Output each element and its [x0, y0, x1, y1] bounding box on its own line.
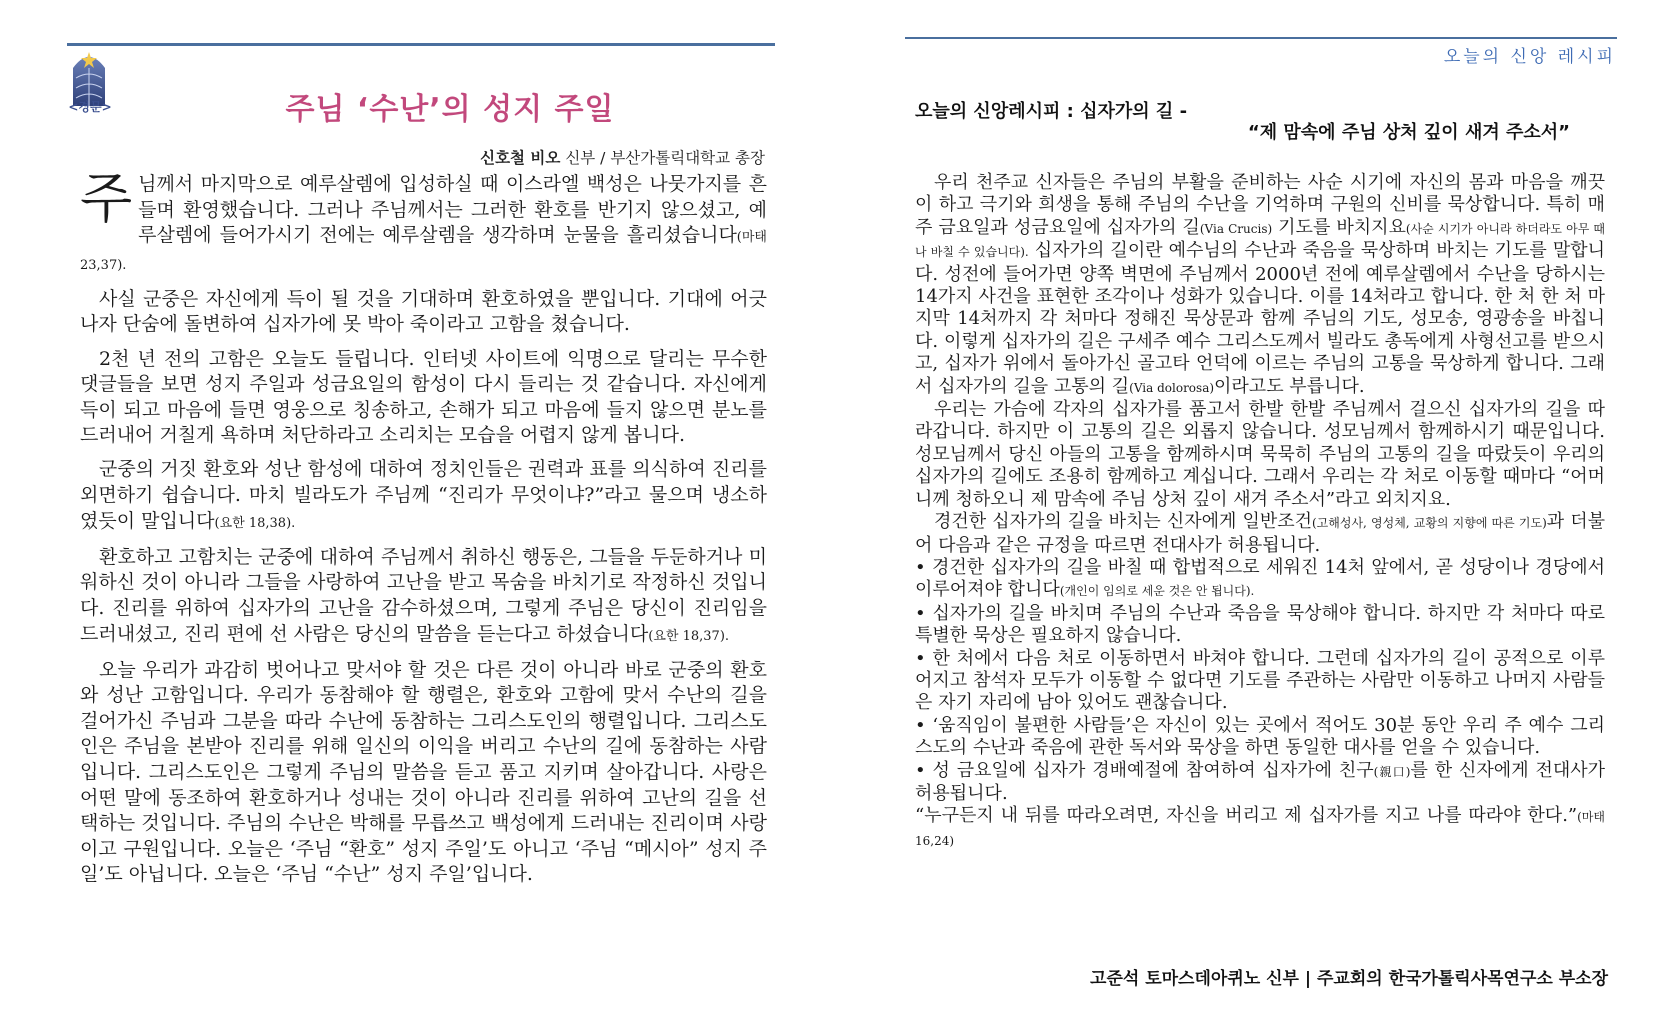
- logo-caption: <경문>: [68, 100, 112, 114]
- scripture-quote: “누구든지 내 뒤를 따라오려면, 자신을 버리고 제 십자가를 지고 나를 따라야 한다.”(마태 16,24): [915, 805, 1605, 848]
- left-article-title: 주님 ‘수난’의 성지 주일: [285, 92, 615, 127]
- left-paragraph-3: 2천 년 전의 고함은 오늘도 들립니다. 인터넷 사이트에 익명으로 달리는 무수한 댓글들을 보면 성지 주일과 성금요일의 함성이 다시 들리는 것 같습니다. 자신에게 득이 되고 마음에 들면 영웅으로 칭송하고, 손해가 되고 마음에 들지 않으면 분노를 드러내어 거칠게 욕하며 처단하라고 소리치는 모습을 어렵지 않게 봅니다.: [80, 347, 767, 447]
- right-paragraph-2: 우리는 가슴에 각자의 십자가를 품고서 한발 한발 주님께서 걸으신 십자가의 길을 따라갑니다. 하지만 이 고통의 길은 외롭지 않습니다. 성모님께서 함께하시기 때문입니다. 성모님께서 당신 아들의 고통을 함께하시며 묵묵히 주님의 고통의 길을 따랐듯이 우리의 십자가의 길에도 조용히 함께하고 계십니다. 그래서 우리는 각 처로 이동할 때마다 “어머니께 청하오니 제 맘속에 주님 상처 깊이 새겨 주소서”라고 외치지요.: [915, 399, 1605, 510]
- left-paragraph-6: 오늘 우리가 과감히 벗어나고 맞서야 할 것은 다른 것이 아니라 바로 군중의 환호와 성난 고함입니다. 우리가 동참해야 할 행렬은, 환호와 고함에 맞서 수난의 길을 걸어가신 주님과 그분을 따라 수난에 동참하는 그리스도인의 행렬입니다. 그리스도인은 주님을 본받아 진리를 위해 일신의 이익을 버리고 수난의 길에 동참하는 사람입니다. 그리스도인은 그렇게 주님의 말씀을 듣고 품고 지키며 살아갑니다. 사랑은 어떤 말에 동조하여 환호하거나 성내는 것이 아니라 진리를 위하여 고난의 길을 선택하는 것입니다. 주님의 수난은 박해를 무릅쓰고 백성에게 드러내는 진리이며 사랑이고 구원입니다. 오늘은 ‘주님 “환호” 성지 주일’도 아니고 ‘주님 “메시아” 성지 주일’도 아닙니다. 오늘은 ‘주님 “수난” 성지 주일’입니다.: [80, 658, 767, 886]
- bullet-item-2: • 십자가의 길을 바치며 주님의 수난과 죽음을 묵상해야 합니다. 하지만 각 처마다 따로 특별한 묵상은 필요하지 않습니다.: [915, 602, 1605, 647]
- author-name: 신호철 비오: [480, 149, 561, 167]
- bullet-item-3: • 한 처에서 다음 처로 이동하면서 바쳐야 합니다. 그런데 십자가의 길이 공적으로 이루어지고 참석자 모두가 이동할 수 없다면 기도를 주관하는 사람만 이동하고 나머지 사람들은 자기 자리에 남아 있어도 괜찮습니다.: [915, 647, 1605, 714]
- left-top-rule: [67, 43, 775, 46]
- left-article-body: [80, 167, 767, 896]
- left-paragraph-5: 환호하고 고함치는 군중에 대하여 주님께서 취하신 행동은, 그들을 두둔하거나 미워하신 것이 아니라 그들을 사랑하여 고난을 받고 목숨을 바치기로 작정하신 것입니다. 진리를 위하여 십자가의 고난을 감수하셨으며, 그렇게 주님은 당신이 진리임을 드러내셨고, 진리 편에 선 사람은 당신의 말씀을 듣는다고 하셨습니다(요한 18,37).: [80, 545, 767, 645]
- left-author-line: [480, 146, 765, 168]
- right-paragraph-1: 우리 천주교 신자들은 주님의 부활을 준비하는 사순 시기에 자신의 몸과 마음을 깨끗이 하고 극기와 희생을 통해 주님의 수난을 기억하며 구원의 신비를 묵상합니다. 특히 매주 금요일과 성금요일에 십자가의 길(Via Crucis) 기도를 바치지요(사순 시기가 아니라 하더라도 아무 때나 바칠 수 있습니다). 십자가의 길이란 예수님의 수난과 죽음을 묵상하며 바치는 기도를 말합니다. 성전에 들어가면 양쪽 벽면에 주님께서 2000년 전에 예루살렘에서 수난을 당하시는 14가지 사건을 표현한 조각이나 성화가 있습니다. 이를 14처라고 합니다. 한 처 한 처 마지막 14처까지 각 처마다 정해진 묵상문과 함께 주님의 기도, 성모송, 영광송을 바칩니다. 이렇게 십자가의 길은 구세주 예수 그리스도께서 빌라도 총독에게 사형선고를 받으시고, 십자가 위에서 돌아가신 골고타 언덕에 이르는 주님의 고통을 묵상하게 합니다. 그래서 십자가의 길을 고통의 길(Via dolorosa)이라고도 부릅니다.: [915, 172, 1605, 397]
- left-paragraph-1: 주님께서 마지막으로 예루살렘에 입성하실 때 이스라엘 백성은 나뭇가지를 흔들며 환영했습니다. 그러나 주님께서는 그러한 환호를 반기지 않으셨고, 예루살렘에 들어가시기 전에는 예루살렘을 생각하며 눈물을 흘리셨습니다(마태 23,37).: [80, 167, 767, 273]
- left-paragraph-4: 군중의 거짓 환호와 성난 함성에 대하여 정치인들은 권력과 표를 의식하여 진리를 외면하기 쉽습니다. 마치 빌라도가 주님께 “진리가 무엇이냐?”라고 물으며 냉소하였듯이 말입니다(요한 18,38).: [80, 458, 767, 532]
- right-top-rule: [905, 37, 1617, 39]
- bullet-item-4: • ‘움직임이 불편한 사람들’은 자신이 있는 곳에서 적어도 30분 동안 우리 주 예수 그리스도의 수난과 죽음에 관한 독서와 묵상을 하면 동일한 대사를 얻을 수 있습니다.: [915, 714, 1605, 759]
- right-article-title: 오늘의 신앙레시피 : 십자가의 길 -: [915, 101, 1188, 122]
- left-paragraph-2: 사실 군중은 자신에게 득이 될 것을 기대하며 환호하였을 뿐입니다. 기대에 어긋나자 단숨에 돌변하여 십자가에 못 박아 죽이라고 고함을 쳤습니다.: [80, 287, 767, 336]
- author-role: 신부 / 부산가톨릭대학교 총장: [565, 149, 765, 167]
- bullet-item-1: • 경건한 십자가의 길을 바칠 때 합법적으로 세워진 14처 앞에서, 곧 성당이나 경당에서 이루어져야 합니다(개인이 임의로 세운 것은 안 됩니다).: [915, 556, 1605, 601]
- drop-cap: 주: [80, 167, 133, 230]
- right-article-subtitle: “제 맘속에 주님 상처 깊이 새겨 주소서”: [1247, 122, 1570, 143]
- right-author-signature: 고준석 토마스데아퀴노 신부 | 주교회의 한국가톨릭사목연구소 부소장: [1090, 969, 1608, 989]
- bullet-item-5: • 성 금요일에 십자가 경배예절에 참여하여 십자가에 친구(親口)를 한 신자에게 전대사가 허용됩니다.: [915, 759, 1606, 804]
- section-header: 오늘의 신앙 레시피: [1443, 47, 1616, 67]
- right-article-body: [915, 172, 1605, 852]
- right-paragraph-3: 경건한 십자가의 길을 바치는 신자에게 일반조건(고해성사, 영성체, 교황의 지향에 따른 기도)과 더불어 다음과 같은 규정을 따르면 전대사가 허용됩니다.: [915, 511, 1605, 556]
